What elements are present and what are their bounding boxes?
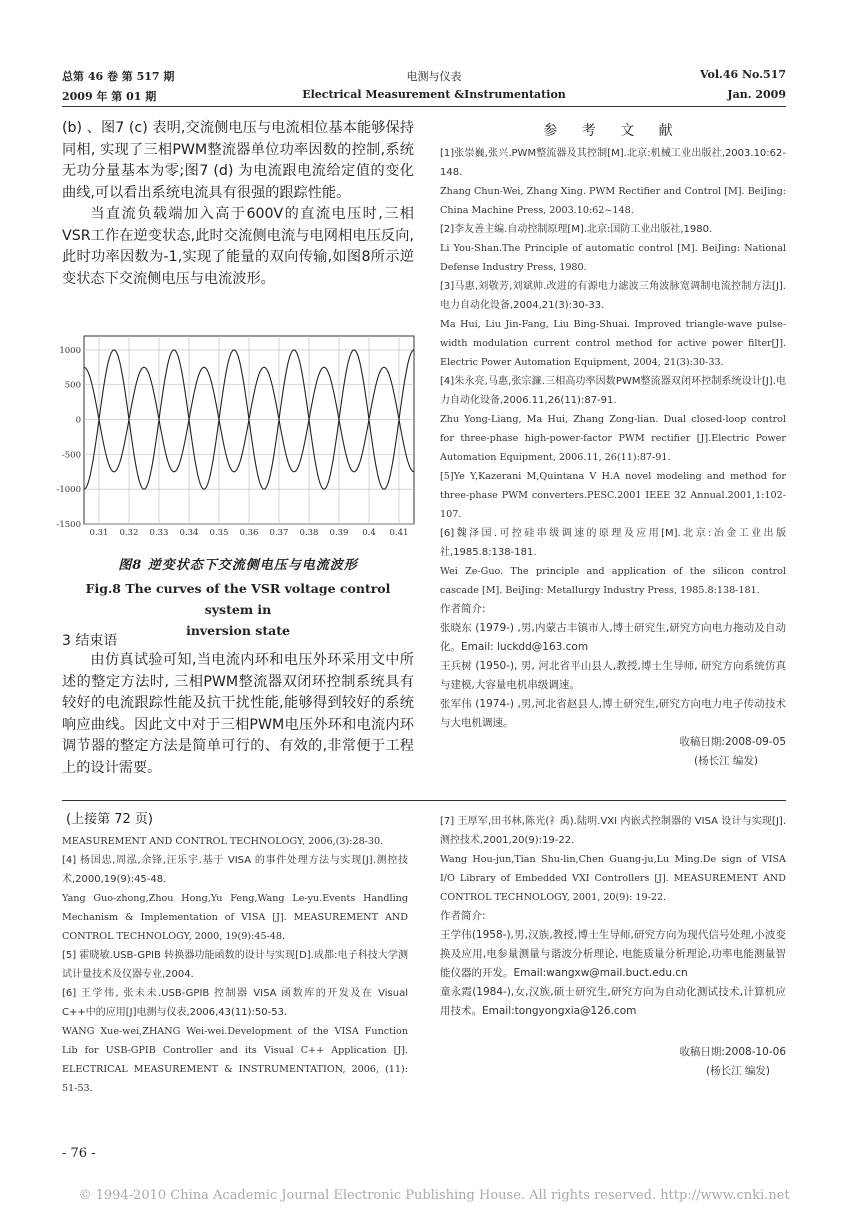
author-bio: 王学伟(1958-),男,汉族,教授,博士生导师,研究方向为现代信号处理,小波变换及应用,电参量测量与谐波分析理论, 电能质量分析理论,功率电能测量智能仪器的开发。Email:wangxw@mail.buct.edu.cn: [440, 929, 786, 979]
x-tick-label: 0.37: [269, 528, 289, 538]
copyright-footer: © 1994-2010 China Academic Journal Electronic Publishing House. All rights reserved. http://www.cnki.net: [78, 1188, 790, 1203]
reference-item: Li You-Shan.The Principle of automatic control [M]. BeiJing: National Defense Industry Press, 1980.: [440, 243, 786, 273]
header-year: 2009 年 第 01 期: [62, 90, 157, 103]
figure-caption-cn: 图8 逆变状态下交流侧电压与电流波形: [118, 558, 358, 573]
y-tick-label: -1500: [56, 520, 81, 530]
reference-item: [1]张崇巍,张兴.PWM整流器及其控制[M].北京:机械工业出版社,2003.10:62-148.: [440, 148, 786, 178]
author-bio: 张军伟 (1974-) ,男,河北省赵县人,博士研究生,研究方向电力电子传动技术与大电机调速。: [440, 698, 786, 729]
paragraph: 当直流负载端加入高于600V的直流电压时,三相VSR工作在逆变状态,此时交流侧电流与电网相电压反向,此时功率因数为-1,实现了能量的双向传输,如图8所示逆变状态下交流侧电压与电流波形。: [62, 206, 414, 287]
continued-from: (上接第 72 页): [66, 812, 153, 827]
conclusion-block: [62, 650, 414, 779]
reference-item: Zhu Yong-Liang, Ma Hui, Zhang Zong-lian. Dual closed-loop control for three-phase high-power-factor PWM rectifier [J].Electric Power Automation Equipment, 2006.11, 26(11):87-91.: [440, 414, 786, 463]
reference-item: Ma Hui, Liu Jin-Fang, Liu Bing-Shuai. Improved triangle-wave pulse-width modulation current control method for active power filter[J]. Electric Power Automation Equipment, 2004, 21(3):30-33.: [440, 319, 786, 368]
reference-item: MEASUREMENT AND CONTROL TECHNOLOGY, 2006,(3):28-30.: [62, 836, 384, 847]
reference-item: [3]马惠,刘敬芳,刘斌帅.改进的有源电力滤波三角波脉宽调制电流控制方法[J].电力自动化设备,2004,21(3):30-33.: [440, 281, 786, 311]
reference-item: [2]李友善主编.自动控制原理[M].北京:国防工业出版社,1980.: [440, 224, 713, 235]
figure-caption-en-line2: inversion state: [186, 623, 290, 638]
section-title: 3 结束语: [62, 633, 118, 649]
y-tick-label: 0: [75, 415, 81, 426]
x-tick-label: 0.36: [239, 528, 259, 538]
header-rule: [62, 106, 786, 107]
x-tick-label: 0.33: [149, 528, 169, 538]
page-number: - 76 -: [62, 1146, 96, 1161]
bottom-right-references: [440, 812, 786, 1081]
y-tick-label: 1000: [59, 345, 81, 356]
figure-8-chart: [56, 330, 418, 542]
paragraph: 由仿真试验可知,当电流内环和电压外环采用文中所述的整定方法时, 三相PWM整流器双闭环控制系统具有较好的电流跟踪性能及抗干扰性能,能够得到较好的系统响应曲线。因此文中对于三相PWM电压外环和电流内环调节器的整定方法是简单可行的、有效的,非常便于工程上的设计需要。: [62, 652, 414, 776]
paragraph: (b) 、图7 (c) 表明,交流侧电压与电流相位基本能够保持同相, 实现了三相PWM整流器单位功率因数的控制,系统无功分量基本为零;图7 (d) 为电流跟电流给定值的变化曲线,可以看出系统电流具有很强的跟踪性能。: [62, 120, 414, 201]
header-journal-cn: 电测与仪表: [406, 70, 462, 83]
author-bio: 童永霞(1984-),女,汉族,硕士研究生,研究方向为自动化测试技术,计算机应用技术。Email:tongyongxia@126.com: [440, 986, 786, 1017]
x-tick-label: 0.34: [179, 528, 199, 538]
author-bio: 张晓东 (1979-) ,男,内蒙古丰镇市人,博士研究生,研究方向电力拖动及自动化。Email: luckdd@163.com: [440, 622, 786, 653]
x-tick-label: 0.39: [329, 528, 349, 538]
x-tick-label: 0.35: [209, 528, 229, 538]
reference-item: Wang Hou-jun,Tian Shu-lin,Chen Guang-ju,Lu Ming.De sign of VISA I/O Library of Embedded VXI Controllers [J]. MEASUREMENT AND CONTROL TECHNOLOGY, 2001, 20(9): 19-22.: [440, 854, 786, 903]
reference-item: [4] 杨国忠,周泓,余锋,汪乐宇.基于 VISA 的事件处理方法与实现[J].测控技术,2000,19(9):45-48.: [62, 855, 408, 885]
authors-title: 作者简介:: [440, 910, 486, 922]
figure-caption-en-line1: Fig.8 The curves of the VSR voltage control system in: [85, 581, 391, 617]
reference-item: [5]Ye Y,Kazerani M,Quintana V H.A novel modeling and method for three-phase PWM converters.PESC.2001 IEEE 32 Annual.2001,1:102-107.: [440, 471, 786, 520]
authors-title: 作者简介:: [440, 603, 486, 615]
references-title: 参 考 文 献: [543, 123, 683, 139]
reference-item: Zhang Chun-Wei, Zhang Xing. PWM Rectifier and Control [M]. BeiJing: China Machine Press, 2003.10:62~148.: [440, 186, 786, 216]
x-tick-label: 0.32: [119, 528, 139, 538]
x-tick-label: 0.38: [299, 528, 319, 538]
header-date: Jan. 2009: [727, 88, 786, 101]
section-divider: [62, 800, 786, 801]
reference-item: Yang Guo-zhong,Zhou Hong,Yu Feng,Wang Le-yu.Events Handling Mechanism & Implementation of VISA [J]. MEASUREMENT AND CONTROL TECHNOLOGY, 2000, 19(9):45-48.: [62, 893, 408, 942]
header-vol-no: Vol.46 No.517: [700, 68, 786, 81]
references-list: [440, 144, 786, 771]
editor-note: (杨长江 编发): [705, 1065, 770, 1077]
left-column: [62, 118, 414, 290]
received-date: 收稿日期:2008-09-05: [679, 736, 786, 748]
y-tick-label: -500: [61, 450, 81, 461]
reference-item: Wei Ze-Guo. The principle and application of the silicon control cascade [M]. BeiJing: Metallurgy Industry Press, 1985.8:138-181.: [440, 566, 786, 596]
bottom-left-references: [62, 832, 408, 1098]
header-journal-en: Electrical Measurement &Instrumentation: [302, 88, 566, 101]
author-bio: 王兵树 (1950-), 男, 河北省平山县人,教授,博士生导师, 研究方向系统仿真与建模,大容量电机串级调速。: [440, 660, 786, 691]
x-tick-label: 0.31: [89, 528, 109, 538]
reference-item: [5] 霍晓敏.USB-GPIB 转换器功能函数的设计与实现[D].成都:电子科技大学测试计量技术及仪器专业,2004.: [62, 950, 408, 980]
x-tick-label: 0.41: [389, 528, 409, 538]
y-tick-label: -1000: [56, 485, 81, 496]
header-volume: 总第 46 卷 第 517 期: [62, 70, 175, 83]
reference-item: [4]朱永亮,马惠,张宗濂.三相高功率因数PWM整流器双闭环控制系统设计[J].电力自动化设备,2006.11,26(11):87-91.: [440, 376, 786, 406]
y-tick-label: 500: [64, 380, 81, 391]
received-date: 收稿日期:2008-10-06: [679, 1046, 786, 1058]
reference-item: [6]魏泽国.可控硅串级调速的原理及应用[M].北京:冶金工业出版社,1985.8:138-181.: [440, 528, 786, 558]
reference-item: [6] 王学伟, 张未未.USB-GPIB 控制器 VISA 函数库的开发及在 Visual C++中的应用[J]电测与仪表,2006,43(11):50-53.: [62, 988, 408, 1018]
x-tick-label: 0.4: [362, 528, 376, 538]
reference-item: [7] 王厚军,田书林,陈光(礻禹).陆明.VXI 内嵌式控制器的 VISA 设计与实现[J].测控技术,2001,20(9):19-22.: [440, 816, 786, 846]
editor-note: (杨长江 编发): [693, 755, 758, 767]
reference-item: WANG Xue-wei,ZHANG Wei-wei.Development of the VISA Function Lib for USB-GPIB Controller and its Visual C++ Application [J]. ELECTRICAL MEASUREMENT & INSTRUMENTATION, 2006, (11): 51-53.: [62, 1026, 408, 1094]
